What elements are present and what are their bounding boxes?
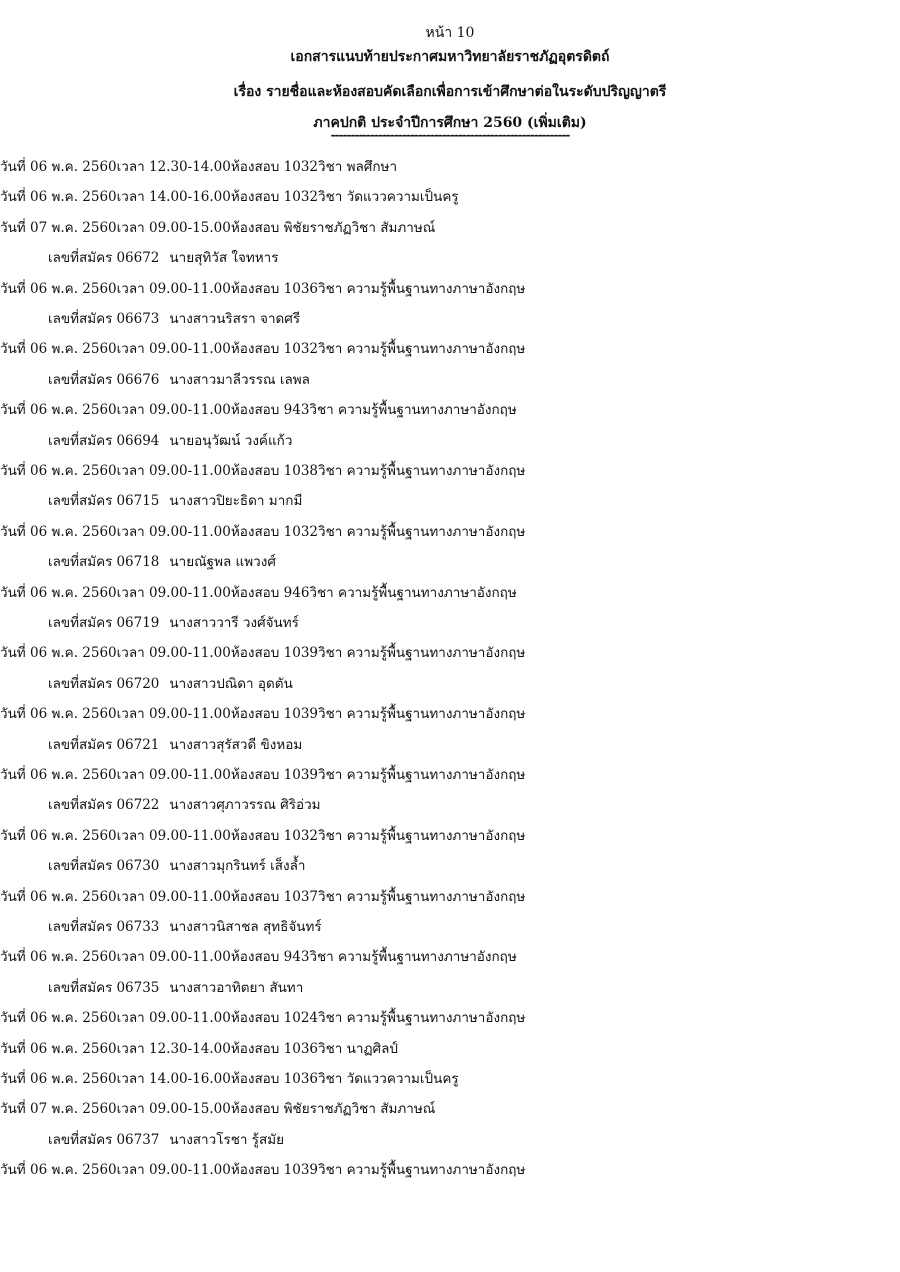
document-term: ภาคปกติ ประจำปีการศึกษา 2560 (เพิ่มเติม) [313, 115, 587, 131]
exam-date: วันที่ 06 พ.ค. 2560 [0, 585, 117, 601]
document-title: เอกสารแนบท้ายประกาศมหาวิทยาลัยราชภัฏอุตรดิตถ์ [290, 49, 610, 65]
applicant-row [48, 431, 292, 451]
applicant-row [48, 248, 279, 268]
exam-room: ห้องสอบ 1032 [230, 341, 319, 357]
applicant-number-label: เลขที่สมัคร [48, 858, 113, 874]
exam-schedule-row [0, 279, 525, 299]
exam-room: ห้องสอบ 1032 [230, 189, 319, 205]
exam-room: ห้องสอบ 1039 [230, 645, 319, 661]
exam-room: ห้องสอบ 1038 [230, 463, 319, 479]
exam-subject: วิชา ความรู้พื้นฐานทางภาษาอังกฤษ [309, 585, 517, 601]
applicant-number-label: เลขที่สมัคร [48, 250, 113, 266]
exam-time: เวลา 09.00-11.00 [116, 767, 231, 783]
exam-schedule-row [0, 187, 459, 207]
applicant-row [48, 735, 302, 755]
exam-subject: วิชา ความรู้พื้นฐานทางภาษาอังกฤษ [318, 767, 526, 783]
applicant-row [48, 795, 321, 815]
exam-time: เวลา 09.00-15.00 [116, 220, 231, 236]
applicant-number-label: เลขที่สมัคร [48, 797, 113, 813]
exam-schedule-row [0, 826, 525, 846]
exam-time: เวลา 09.00-11.00 [116, 281, 231, 297]
applicant-number: 06735 [116, 980, 160, 996]
exam-time: เวลา 09.00-11.00 [116, 889, 231, 905]
exam-time: เวลา 09.00-11.00 [116, 402, 231, 418]
exam-subject: วิชา ความรู้พื้นฐานทางภาษาอังกฤษ [318, 1162, 526, 1178]
applicant-row [48, 370, 310, 390]
exam-room: ห้องสอบ 1036 [230, 1071, 319, 1087]
applicant-name: นางสาวมาลีวรรณ เลพล [169, 372, 310, 388]
applicant-number: 06720 [116, 676, 160, 692]
exam-date: วันที่ 06 พ.ค. 2560 [0, 1010, 117, 1026]
applicant-number-label: เลขที่สมัคร [48, 311, 113, 327]
exam-room: ห้องสอบ 943 [230, 402, 310, 418]
applicant-number: 06673 [116, 311, 160, 327]
exam-room: ห้องสอบ 1032 [230, 524, 319, 540]
exam-date: วันที่ 06 พ.ค. 2560 [0, 524, 117, 540]
exam-time: เวลา 09.00-11.00 [116, 585, 231, 601]
applicant-number: 06721 [116, 737, 160, 753]
applicant-number-label: เลขที่สมัคร [48, 372, 113, 388]
applicant-name: นางสาวศุภาวรรณ ศิริอ่วม [169, 797, 321, 813]
applicant-row [48, 552, 276, 572]
exam-date: วันที่ 06 พ.ค. 2560 [0, 189, 117, 205]
exam-schedule-row [0, 1039, 398, 1059]
exam-room: ห้องสอบ 1039 [230, 706, 319, 722]
exam-room: ห้องสอบ 1039 [230, 1162, 319, 1178]
applicant-number-label: เลขที่สมัคร [48, 615, 113, 631]
exam-schedule-row [0, 947, 517, 967]
exam-schedule-row [0, 583, 517, 603]
exam-date: วันที่ 06 พ.ค. 2560 [0, 463, 117, 479]
exam-date: วันที่ 06 พ.ค. 2560 [0, 706, 117, 722]
applicant-number: 06722 [116, 797, 160, 813]
exam-subject: วิชา ความรู้พื้นฐานทางภาษาอังกฤษ [318, 706, 526, 722]
exam-date: วันที่ 06 พ.ค. 2560 [0, 645, 117, 661]
applicant-row [48, 309, 300, 329]
exam-room: ห้องสอบ พิชัยราชภัฏ [230, 220, 352, 236]
header-separator: ------------------------------------------------------------ [330, 128, 570, 142]
applicant-number: 06718 [116, 554, 160, 570]
applicant-number: 06694 [116, 433, 160, 449]
exam-subject: วิชา สัมภาษณ์ [351, 1101, 436, 1117]
exam-room: ห้องสอบ 1032 [230, 828, 319, 844]
exam-time: เวลา 09.00-11.00 [116, 706, 231, 722]
exam-date: วันที่ 06 พ.ค. 2560 [0, 402, 117, 418]
exam-subject: วิชา วัดแววความเป็นครู [318, 189, 459, 205]
exam-subject: วิชา ความรู้พื้นฐานทางภาษาอังกฤษ [309, 949, 517, 965]
exam-subject: วิชา ความรู้พื้นฐานทางภาษาอังกฤษ [318, 828, 526, 844]
exam-time: เวลา 09.00-11.00 [116, 463, 231, 479]
exam-date: วันที่ 07 พ.ค. 2560 [0, 220, 117, 236]
applicant-number-label: เลขที่สมัคร [48, 980, 113, 996]
applicant-row [48, 491, 302, 511]
exam-time: เวลา 09.00-11.00 [116, 1162, 231, 1178]
applicant-number-label: เลขที่สมัคร [48, 1132, 113, 1148]
exam-subject: วิชา สัมภาษณ์ [351, 220, 436, 236]
applicant-number: 06733 [116, 919, 160, 935]
applicant-name: นางสาววารี วงศ์จันทร์ [169, 615, 299, 631]
applicant-row [48, 613, 299, 633]
exam-room: ห้องสอบ 946 [230, 585, 310, 601]
exam-time: เวลา 12.30-14.00 [116, 159, 231, 175]
exam-date: วันที่ 06 พ.ค. 2560 [0, 889, 117, 905]
applicant-row [48, 1130, 284, 1150]
exam-schedule-row [0, 704, 525, 724]
page-number: หน้า 10 [425, 25, 475, 41]
exam-time: เวลา 14.00-16.00 [116, 189, 231, 205]
exam-subject: วิชา ความรู้พื้นฐานทางภาษาอังกฤษ [318, 524, 526, 540]
exam-time: เวลา 09.00-11.00 [116, 1010, 231, 1026]
exam-date: วันที่ 06 พ.ค. 2560 [0, 828, 117, 844]
exam-time: เวลา 12.30-14.00 [116, 1041, 231, 1057]
exam-time: เวลา 09.00-11.00 [116, 341, 231, 357]
exam-schedule-row [0, 218, 435, 238]
exam-room: ห้องสอบ พิชัยราชภัฏ [230, 1101, 352, 1117]
exam-date: วันที่ 07 พ.ค. 2560 [0, 1101, 117, 1117]
applicant-name: นางสาวนิสาชล สุทธิจันทร์ [169, 919, 322, 935]
applicant-name: นายสุทิวัส ใจทหาร [169, 250, 279, 266]
exam-subject: วิชา พลศึกษา [318, 159, 398, 175]
applicant-number-label: เลขที่สมัคร [48, 676, 113, 692]
exam-time: เวลา 09.00-11.00 [116, 828, 231, 844]
exam-room: ห้องสอบ 1036 [230, 1041, 319, 1057]
exam-schedule-row [0, 643, 525, 663]
exam-schedule-row [0, 400, 517, 420]
applicant-number: 06719 [116, 615, 160, 631]
applicant-row [48, 917, 322, 937]
applicant-row [48, 978, 303, 998]
exam-date: วันที่ 06 พ.ค. 2560 [0, 949, 117, 965]
applicant-name: นางสาวมุกรินทร์ เส็งล้ำ [169, 858, 306, 874]
applicant-number-label: เลขที่สมัคร [48, 554, 113, 570]
applicant-number: 06672 [116, 250, 160, 266]
exam-schedule-row [0, 339, 525, 359]
exam-schedule-row [0, 461, 525, 481]
exam-subject: วิชา ความรู้พื้นฐานทางภาษาอังกฤษ [318, 645, 526, 661]
exam-date: วันที่ 06 พ.ค. 2560 [0, 1162, 117, 1178]
exam-room: ห้องสอบ 1037 [230, 889, 319, 905]
exam-room: ห้องสอบ 1039 [230, 767, 319, 783]
exam-time: เวลา 09.00-11.00 [116, 524, 231, 540]
exam-room: ห้องสอบ 943 [230, 949, 310, 965]
exam-room: ห้องสอบ 1032 [230, 159, 319, 175]
exam-schedule-row [0, 1008, 525, 1028]
exam-schedule-row [0, 765, 525, 785]
applicant-name: นางสาวโรชา รู้สมัย [169, 1132, 285, 1148]
applicant-number-label: เลขที่สมัคร [48, 493, 113, 509]
exam-room: ห้องสอบ 1024 [230, 1010, 319, 1026]
exam-date: วันที่ 06 พ.ค. 2560 [0, 767, 117, 783]
exam-subject: วิชา ความรู้พื้นฐานทางภาษาอังกฤษ [318, 889, 526, 905]
applicant-number-label: เลขที่สมัคร [48, 919, 113, 935]
exam-room: ห้องสอบ 1036 [230, 281, 319, 297]
exam-subject: วิชา ความรู้พื้นฐานทางภาษาอังกฤษ [309, 402, 517, 418]
exam-time: เวลา 14.00-16.00 [116, 1071, 231, 1087]
exam-schedule-row [0, 157, 397, 177]
exam-time: เวลา 09.00-11.00 [116, 949, 231, 965]
exam-date: วันที่ 06 พ.ค. 2560 [0, 159, 117, 175]
applicant-row [48, 674, 293, 694]
applicant-name: นางสาวปิยะธิดา มากมี [169, 493, 303, 509]
exam-subject: วิชา ความรู้พื้นฐานทางภาษาอังกฤษ [318, 463, 526, 479]
document-subject: เรื่อง รายชื่อและห้องสอบคัดเลือกเพื่อการเข้าศึกษาต่อในระดับปริญญาตรี [233, 84, 667, 100]
applicant-row [48, 856, 306, 876]
exam-schedule-row [0, 1099, 435, 1119]
exam-date: วันที่ 06 พ.ค. 2560 [0, 341, 117, 357]
exam-date: วันที่ 06 พ.ค. 2560 [0, 1041, 117, 1057]
applicant-name: นางสาวอาทิตยา สันทา [169, 980, 304, 996]
exam-subject: วิชา นาฏศิลป์ [318, 1041, 398, 1057]
applicant-number: 06715 [116, 493, 160, 509]
applicant-name: นางสาวปณิดา อุดตัน [169, 676, 293, 692]
applicant-name: นายอนุวัฒน์ วงค์แก้ว [169, 433, 293, 449]
exam-time: เวลา 09.00-11.00 [116, 645, 231, 661]
exam-subject: วิชา ความรู้พื้นฐานทางภาษาอังกฤษ [318, 341, 526, 357]
applicant-name: นางสาวสุรัสวดี ขิงหอม [169, 737, 303, 753]
exam-subject: วิชา วัดแววความเป็นครู [318, 1071, 459, 1087]
applicant-number: 06737 [116, 1132, 160, 1148]
applicant-name: นางสาวนริสรา จาดศรี [169, 311, 301, 327]
applicant-name: นายณัฐพล แพวงศ์ [169, 554, 276, 570]
exam-date: วันที่ 06 พ.ค. 2560 [0, 281, 117, 297]
applicant-number: 06730 [116, 858, 160, 874]
exam-schedule-row [0, 522, 525, 542]
exam-schedule-row [0, 887, 525, 907]
exam-subject: วิชา ความรู้พื้นฐานทางภาษาอังกฤษ [318, 281, 526, 297]
exam-time: เวลา 09.00-15.00 [116, 1101, 231, 1117]
exam-schedule-row [0, 1069, 459, 1089]
exam-subject: วิชา ความรู้พื้นฐานทางภาษาอังกฤษ [318, 1010, 526, 1026]
exam-schedule-row [0, 1160, 525, 1180]
applicant-number-label: เลขที่สมัคร [48, 737, 113, 753]
exam-date: วันที่ 06 พ.ค. 2560 [0, 1071, 117, 1087]
applicant-number: 06676 [116, 372, 160, 388]
applicant-number-label: เลขที่สมัคร [48, 433, 113, 449]
